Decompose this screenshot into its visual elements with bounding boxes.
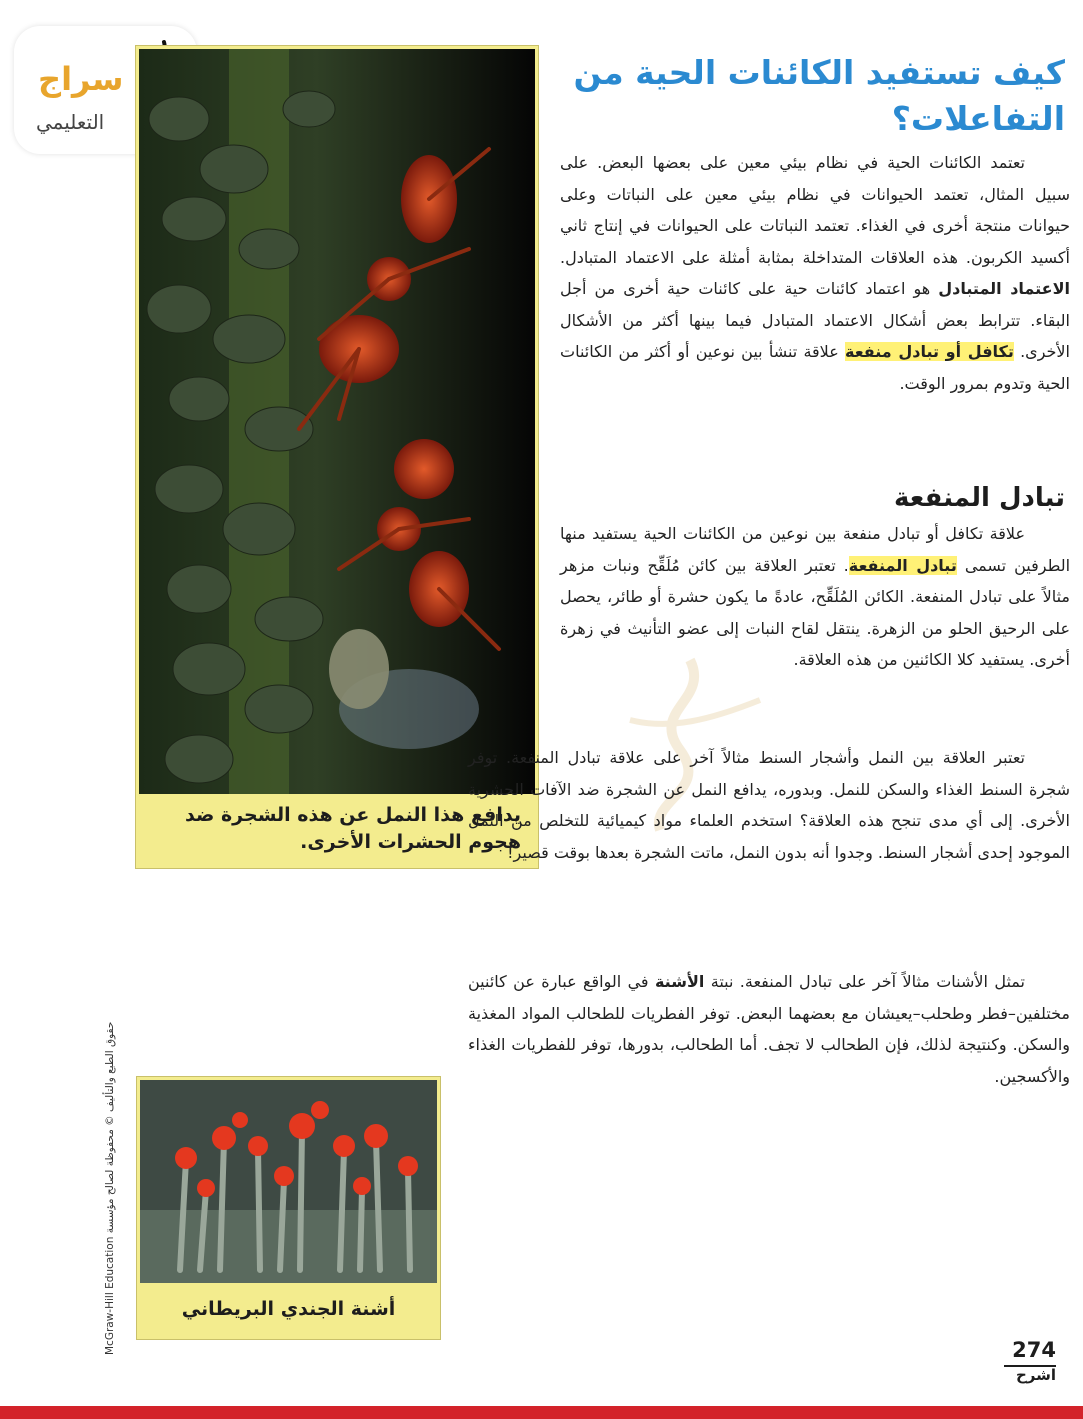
lichen-figure xyxy=(136,1076,441,1340)
term-mutualism: تبادل المنفعة xyxy=(848,555,957,575)
page-number: 274 xyxy=(1012,1338,1056,1362)
intro-paragraph xyxy=(560,147,1070,399)
acacia-paragraph: تعتبر العلاقة بين النمل وأشجار السنط مثالاً آخر على علاقة تبادل المنفعة. توفر شجرة السنط الغذاء والسكن للنمل. وبدوره، يدافع النمل عن الشجرة ضد الآفات الحشرية الأخرى. إلى أي مدى تنجح هذه العلاقة؟ استخدم العلماء مواد كيميائية للتخلص من النمل الموجود إحدى أشجار السنط. وجدوا أنه بدون النمل، ماتت الشجرة بعدها بوقت قصير! xyxy=(468,748,1070,862)
term-interdependence: الاعتماد المتبادل xyxy=(938,279,1070,298)
lichen-caption: أشنة الجندي البريطاني xyxy=(181,1298,396,1320)
term-lichen: الأشنة xyxy=(654,972,705,991)
logo-brand-text: سراج xyxy=(38,60,124,98)
intro-text-1: تعتمد الكائنات الحية في نظام بيئي معين على بعضها البعض. على سبيل المثال، تعتمد الحيوانات في نظام بيئي معين على النباتات وعلى حيوانات منتجة أخرى في الغذاء. تعتمد النباتات على الحيوانات في إنتاج ثاني أكسيد الكربون. هذه العلاقات المتداخلة بمثابة أمثلة على الاعتماد المتبادل. xyxy=(560,153,1070,267)
page-label: اشرح xyxy=(1015,1366,1056,1384)
mutualism-text-2: . تعتبر العلاقة بين كائن مُلَقِّح ونبات مزهر مثالاً على تبادل المنفعة. الكائن المُلَقِّح، عادةً ما يكون حشرة أو طائر، يحصل على الرحيق الحلو من الزهرة. ينتقل لقاح النبات إلى عضو التأنيث في زهرة أخرى. يستفيد كلا الكائنين من هذه العلاقة. xyxy=(560,555,1070,669)
ants-on-acacia-image xyxy=(139,49,535,794)
mutualism-text-1: علاقة تكافل أو تبادل منفعة بين نوعين من الكائنات الحية يستفيد منها الطرفين تسمى xyxy=(560,524,1071,575)
page-title: كيف تستفيد الكائنات الحية من التفاعلات؟ xyxy=(573,53,1065,138)
lichen-paragraph xyxy=(468,966,1070,1092)
bottom-color-bar xyxy=(0,1406,1083,1419)
mutualism-paragraph xyxy=(560,518,1070,676)
logo-sub-text: التعليمي xyxy=(36,110,105,134)
term-symbiosis: تكافل أو تبادل منفعة xyxy=(844,342,1014,361)
intro-text-2: هو اعتماد كائنات حية على كائنات حية أخرى من أجل البقاء. تترابط بعض أشكال الاعتماد المتبادل فيما بينها أكثر من الأشكال الأخرى. xyxy=(560,279,1070,361)
copyright-credit: حقوق الطبع والتأليف © محفوظة لصالح مؤسسة McGraw-Hill Education xyxy=(104,1021,116,1355)
lichen-text-2: في الواقع عبارة عن كائنين مختلفين–فطر وطحلب–يعيشان مع بعضهما البعض. توفر الفطريات للطحالب المواد المغذية والسكن. وكنتيجة لذلك، فإن الطحالب لا تجف. أما الطحالب، بدورها، توفر للفطريات الغذاء والأكسجين. xyxy=(468,972,1070,1086)
section-heading: تبادل المنفعة xyxy=(894,483,1065,513)
intro-text-3: علاقة تنشأ بين نوعين أو أكثر من الكائنات الحية وتدوم بمرور الوقت. xyxy=(560,342,1070,393)
british-soldier-lichen-image xyxy=(140,1080,437,1283)
lichen-text-1: تمثل الأشنات مثالاً آخر على تبادل المنفعة. نبتة xyxy=(710,972,1026,991)
ants-caption: يدافع هذا النمل عن هذه الشجرة ضد هجوم الحشرات الأخرى. xyxy=(185,804,521,853)
